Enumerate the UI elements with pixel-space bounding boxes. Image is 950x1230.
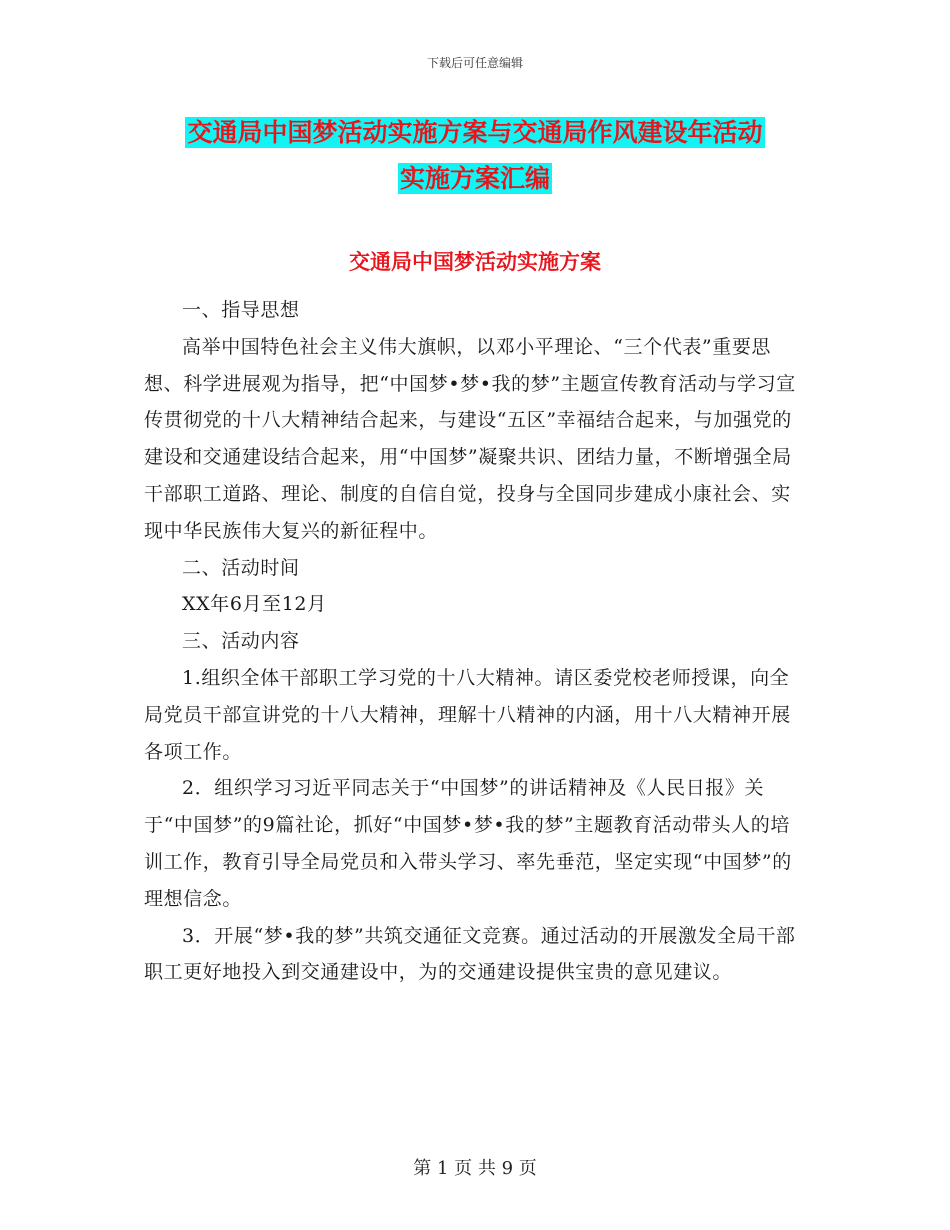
page-footer: 第 1 页 共 9 页 bbox=[413, 1158, 537, 1179]
paragraph: 1.组织全体干部职工学习党的十八大精神。请区委党校老师授课，向全局党员干部宣讲党的十八大精神，理解十八精神的内涵，用十八大精神开展各项工作。 bbox=[144, 666, 791, 763]
title-line-1: 交通局中国梦活动实施方案与交通局作风建设年活动 bbox=[187, 118, 763, 147]
paragraph: 3．开展“梦•我的梦”共筑交通征文竞赛。通过活动的开展激发全局干部职工更好地投入到交通建设中，为的交通建设提供宝贵的意见建议。 bbox=[144, 924, 796, 984]
section-title: 交通局中国梦活动实施方案 bbox=[349, 250, 601, 274]
heading-activity-time: 二、活动时间 bbox=[182, 556, 300, 579]
document-body bbox=[144, 292, 808, 991]
heading-guiding-ideology: 一、指导思想 bbox=[182, 299, 300, 321]
paragraph: XX年6月至12月 bbox=[182, 593, 327, 616]
document-title bbox=[0, 110, 950, 202]
header-note: 下载后可任意编辑 bbox=[426, 56, 523, 70]
paragraph: 2．组织学习习近平同志关于“中国梦”的讲话精神及《人民日报》关于“中国梦”的9篇社论，抓好“中国梦•梦•我的梦”主题教育活动带头人的培训工作，教育引导全局党员和入带头学习、率先垂范，坚定实现“中国梦”的理想信念。 bbox=[144, 777, 792, 910]
title-line-2: 实施方案汇编 bbox=[399, 164, 550, 193]
paragraph: 高举中国特色社会主义伟大旗帜，以邓小平理论、“三个代表”重要思想、科学进展观为指导，把“中国梦•梦•我的梦”主题宣传教育活动与学习宣传贯彻党的十八大精神结合起来，与建设“五区”幸福结合起来，与加强党的建设和交通建设结合起来，用“中国梦”凝聚共识、团结力量，不断增强全局干部职工道路、理论、制度的自信自觉，投身与全国同步建成小康社会、实现中华民族伟大复兴的新征程中。 bbox=[144, 335, 796, 542]
heading-activity-content: 三、活动内容 bbox=[182, 630, 300, 653]
